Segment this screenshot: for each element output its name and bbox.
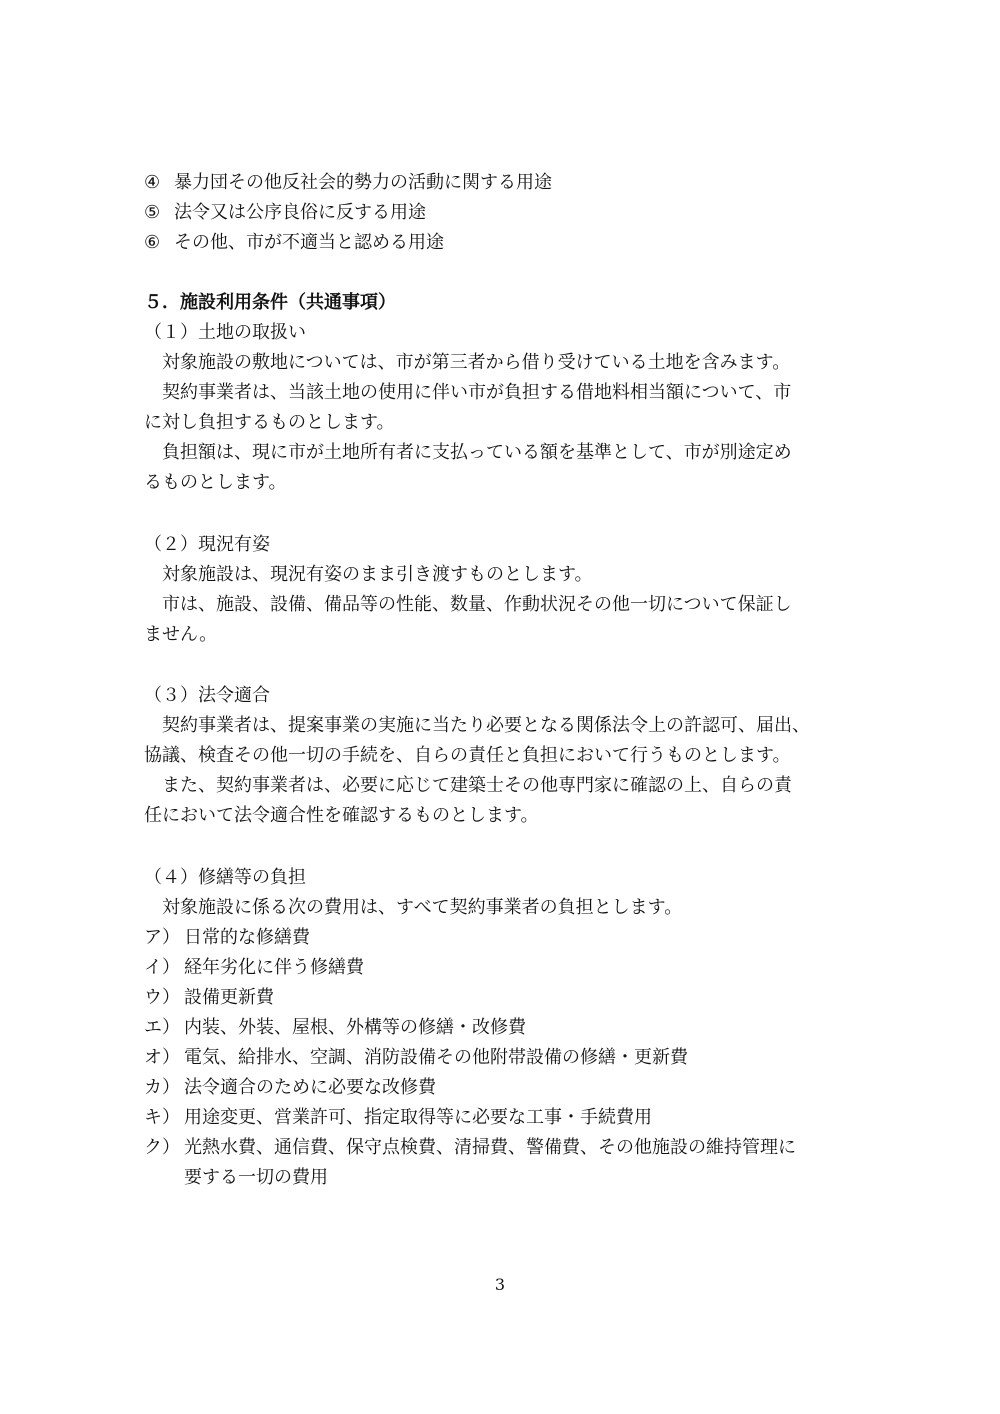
paragraph-line: ません。 [144, 624, 218, 645]
paragraph-line: 対象施設に係る次の費用は、すべて契約事業者の負担とします。 [162, 897, 683, 918]
list-item [144, 983, 274, 1013]
list-item [144, 1103, 652, 1133]
item-marker: キ） [144, 1107, 180, 1128]
section-heading: ５．施設利用条件（共通事項） [144, 292, 396, 313]
paragraph-line: 市は、施設、設備、備品等の性能、数量、作動状況その他一切について保証し [162, 594, 792, 615]
item-marker: カ） [144, 1077, 180, 1098]
item-text: 内装、外装、屋根、外構等の修繕・改修費 [184, 1017, 526, 1038]
list-text: 暴力団その他反社会的勢力の活動に関する用途 [174, 172, 552, 193]
paragraph-line: 契約事業者は、当該土地の使用に伴い市が負担する借地料相当額について、市 [162, 382, 792, 403]
list-number: ④ [144, 172, 161, 193]
paragraph-line: 協議、検査その他一切の手続を、自らの責任と負担において行うものとします。 [144, 745, 791, 766]
item-text: 電気、給排水、空調、消防設備その他附帯設備の修繕・更新費 [184, 1047, 688, 1068]
paragraph-line: に対し負担するものとします。 [144, 412, 395, 433]
item-text: 法令適合のために必要な改修費 [184, 1077, 436, 1098]
paragraph-line: るものとします。 [144, 472, 287, 493]
list-number: ⑥ [144, 232, 161, 253]
list-item [144, 1073, 436, 1103]
subsection-title: （４）修繕等の負担 [144, 867, 306, 888]
list-number: ⑤ [144, 202, 161, 223]
paragraph-line: また、契約事業者は、必要に応じて建築士その他専門家に確認の上、自らの責 [162, 775, 792, 796]
list-item [144, 168, 552, 198]
list-item [144, 1043, 688, 1073]
item-marker: ク） [144, 1137, 180, 1158]
paragraph-line: 負担額は、現に市が土地所有者に支払っている額を基準として、市が別途定め [162, 442, 792, 463]
item-text: 日常的な修繕費 [184, 927, 310, 948]
item-marker: イ） [144, 957, 180, 978]
page-number: 3 [494, 1275, 506, 1294]
item-marker: オ） [144, 1047, 180, 1068]
item-text: 経年劣化に伴う修繕費 [184, 957, 364, 978]
list-item [144, 1013, 526, 1043]
list-text: 法令又は公序良俗に反する用途 [174, 202, 426, 223]
item-marker: ア） [144, 927, 180, 948]
paragraph-line: 対象施設は、現況有姿のまま引き渡すものとします。 [162, 564, 593, 585]
list-item [144, 953, 364, 983]
subsection-title: （１）土地の取扱い [144, 322, 306, 343]
list-item [144, 1133, 796, 1163]
list-item [144, 198, 426, 228]
list-text: その他、市が不適当と認める用途 [174, 232, 444, 253]
item-marker: ウ） [144, 987, 180, 1008]
paragraph-line: 対象施設の敷地については、市が第三者から借り受けている土地を含みます。 [162, 352, 791, 373]
paragraph-line: 契約事業者は、提案事業の実施に当たり必要となる関係法令上の許認可、届出、 [162, 715, 810, 736]
subsection-title: （２）現況有姿 [144, 534, 270, 555]
subsection-title: （３）法令適合 [144, 685, 270, 706]
item-text: 用途変更、営業許可、指定取得等に必要な工事・手続費用 [184, 1107, 652, 1128]
list-item-continuation: 要する一切の費用 [184, 1167, 328, 1188]
paragraph-line: 任において法令適合性を確認するものとします。 [144, 805, 539, 826]
item-text: 光熱水費、通信費、保守点検費、清掃費、警備費、その他施設の維持管理に [184, 1137, 796, 1158]
item-marker: エ） [144, 1017, 180, 1038]
item-text: 設備更新費 [184, 987, 274, 1008]
list-item [144, 228, 444, 258]
list-item [144, 923, 310, 953]
